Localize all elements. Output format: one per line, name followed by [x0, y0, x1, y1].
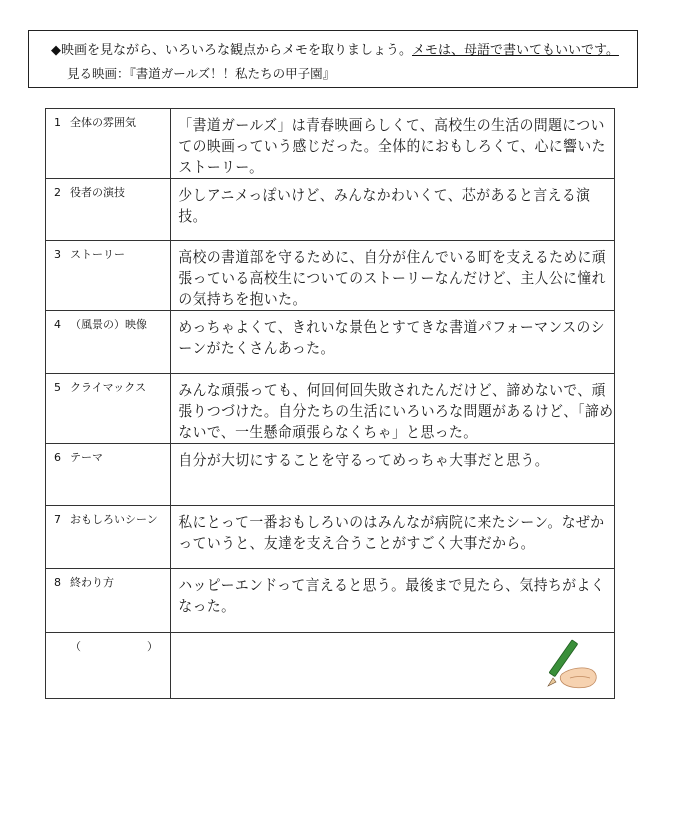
- row-label-cell: [46, 109, 171, 179]
- row-number: 3: [54, 248, 61, 261]
- memo-cell[interactable]: [171, 179, 615, 241]
- table-row: [46, 241, 615, 311]
- handwritten-note: 少しアニメっぽいけど、みんなかわいくて、芯があると言える演技。: [178, 186, 591, 225]
- row-label: おもしろいシーン: [70, 513, 158, 526]
- table-row: [46, 506, 615, 569]
- handwritten-note: 私にとって一番おもしろいのはみんなが病院に来たシーン。なぜかっていうと、友達を支え合うことがすごく大事だから。: [178, 513, 605, 552]
- pencil-in-hand-icon: [540, 634, 602, 692]
- handwritten-note: 「書道ガールズ」は青春映画らしくて、高校生の生活の問題についての映画っていう感じだった。全体的におもしろくて、心に響いたストーリー。: [178, 116, 606, 176]
- row-label-cell: [46, 569, 171, 633]
- instruction-box: [28, 30, 638, 88]
- row-label: 終わり方: [70, 576, 114, 589]
- memo-cell[interactable]: [171, 444, 615, 506]
- handwritten-note: 自分が大切にすることを守るってめっちゃ大事だと思う。: [178, 451, 549, 469]
- row-label: 全体の雰囲気: [70, 116, 136, 129]
- row-label-cell: [46, 241, 171, 311]
- table-row: [46, 311, 615, 374]
- memo-cell[interactable]: [171, 241, 615, 311]
- row-label-cell: [46, 374, 171, 444]
- row-label: 役者の演技: [70, 186, 125, 199]
- row-label-cell: [46, 633, 171, 699]
- row-number: 7: [54, 513, 61, 526]
- table-row: [46, 444, 615, 506]
- instruction-line-1: [51, 39, 619, 58]
- handwritten-note: 高校の書道部を守るために、自分が住んでいる町を支えるために頑張っている高校生についてのストーリーなんだけど、主人公に憧れの気持ちを抱いた。: [178, 248, 607, 308]
- instruction-main: ◆映画を見ながら、いろいろな観点からメモを取りましょう。: [51, 43, 412, 58]
- memo-cell[interactable]: [171, 311, 615, 374]
- row-number: 2: [54, 186, 61, 199]
- memo-cell[interactable]: [171, 374, 615, 444]
- table-row: [46, 179, 615, 241]
- table-row: [46, 569, 615, 633]
- row-label: テーマ: [70, 451, 103, 464]
- table-row: [46, 109, 615, 179]
- row-number: 5: [54, 381, 61, 394]
- row-number: 8: [54, 576, 61, 589]
- row-label-cell: [46, 506, 171, 569]
- handwritten-note: みんな頑張っても、何回何回失敗されたんだけど、諦めないで、頑張りつづけた。自分たちの生活にいろいろな問題があるけど、「諦めないで、一生懸命頑張らなくちゃ」と思った。: [178, 381, 614, 441]
- row-number: 4: [54, 318, 61, 331]
- instruction-underlined: メモは、母語で書いてもいいです。: [412, 43, 619, 58]
- memo-table: [45, 108, 615, 699]
- movie-title-line: 見る映画：『書道ガールズ！！私たちの甲子園』: [67, 66, 336, 81]
- memo-cell[interactable]: [171, 569, 615, 633]
- row-number: 1: [54, 116, 61, 129]
- handwritten-note: ハッピーエンドって言えると思う。最後まで見たら、気持ちがよくなった。: [178, 576, 606, 615]
- row-label-cell: [46, 444, 171, 506]
- memo-cell[interactable]: [171, 506, 615, 569]
- row-label: クライマックス: [70, 381, 147, 394]
- row-label: （風景の）映像: [70, 318, 147, 331]
- row-label: （ ）: [70, 640, 158, 653]
- table-row: [46, 633, 615, 699]
- table-row: [46, 374, 615, 444]
- memo-cell[interactable]: [171, 109, 615, 179]
- row-label-cell: [46, 311, 171, 374]
- row-label-cell: [46, 179, 171, 241]
- handwritten-note: めっちゃよくて、きれいな景色とすてきな書道パフォーマンスのシーンがたくさんあった。: [178, 318, 606, 357]
- row-label: ストーリー: [70, 248, 125, 261]
- memo-cell[interactable]: [171, 633, 615, 699]
- row-number: 6: [54, 451, 61, 464]
